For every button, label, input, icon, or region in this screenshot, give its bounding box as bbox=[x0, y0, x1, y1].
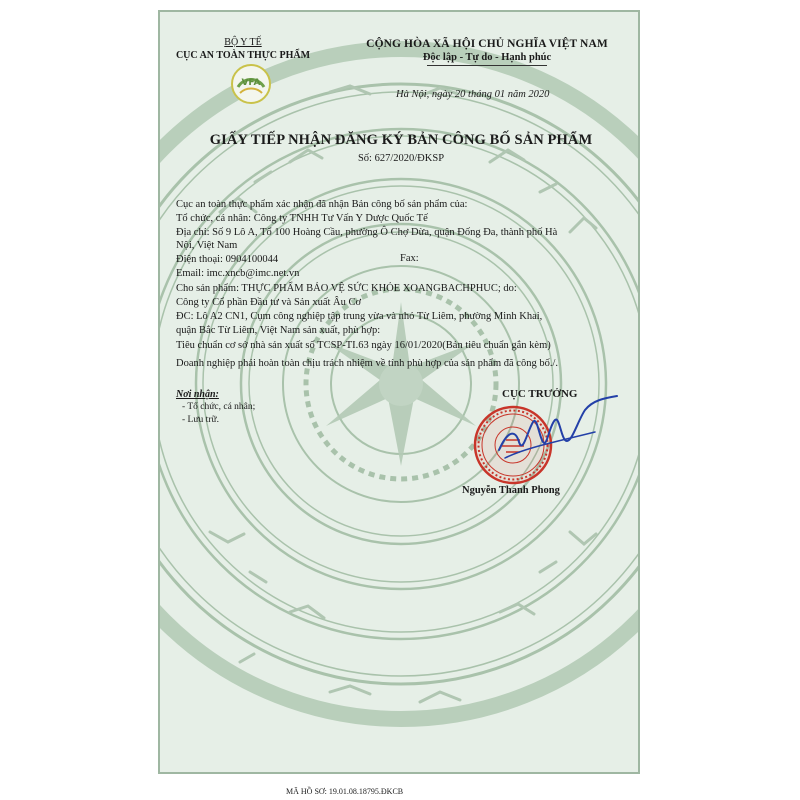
recipient-item: - Tổ chức, cá nhân; bbox=[182, 402, 256, 412]
recipients-title: Nơi nhận: bbox=[176, 389, 219, 400]
body-line: Địa chỉ: Số 9 Lô A, Tổ 100 Hoàng Cầu, phường Ô Chợ Dừa, quận Đống Đa, thành phố Hà bbox=[176, 227, 558, 238]
issue-date: Hà Nội, ngày 20 tháng 01 năm 2020 bbox=[396, 89, 550, 100]
nation-name: CỘNG HÒA XÃ HỘI CHỦ NGHĨA VIỆT NAM bbox=[366, 38, 608, 50]
body-line: Cục an toàn thực phẩm xác nhận đã nhận Bản công bố sản phẩm của: bbox=[176, 199, 468, 210]
document-number: Số: 627/2020/ĐKSP bbox=[357, 153, 445, 164]
ministry-name: BỘ Y TẾ bbox=[224, 37, 262, 48]
body-line: ĐC: Lô A2 CN1, Cụm công nghiệp tập trung vừa và nhỏ Từ Liêm, phường Minh Khai, bbox=[176, 311, 543, 322]
body-line: Email: imc.xncb@imc.net.vn bbox=[176, 268, 300, 279]
agency-name: CỤC AN TOÀN THỰC PHẨM bbox=[175, 50, 311, 61]
body-line: Điện thoại: 0904100044 bbox=[176, 254, 279, 265]
certificate-page bbox=[158, 10, 640, 774]
document-title: GIẤY TIẾP NHẬN ĐĂNG KÝ BẢN CÔNG BỐ SẢN PHẨM bbox=[209, 132, 593, 148]
body-line: Công ty Cổ phần Đầu tư và Sản xuất Âu Cơ bbox=[176, 297, 362, 308]
body-line: Tổ chức, cá nhân: Công ty TNHH Tư Vấn Y Dược Quốc Tế bbox=[176, 213, 428, 224]
signer-title: CỤC TRƯỞNG bbox=[502, 388, 578, 400]
body-line: Nội, Việt Nam bbox=[176, 240, 238, 251]
dossier-code: MÃ HỒ SƠ: 19.01.08.18795.ĐKCB bbox=[286, 787, 404, 796]
national-motto: Độc lập - Tự do - Hạnh phúc bbox=[422, 52, 552, 63]
body-line: Cho sản phẩm: THỰC PHẨM BẢO VỆ SỨC KHỎE XOANGBACHPHUC; do: bbox=[176, 283, 517, 294]
body-line: quận Bắc Từ Liêm, Việt Nam sản xuất, phù hợp: bbox=[176, 325, 381, 336]
signer-name: Nguyễn Thanh Phong bbox=[462, 485, 560, 496]
body-line: Doanh nghiệp phải hoàn toàn chịu trách nhiệm về tính phù hợp của sản phẩm đã công bố./. bbox=[176, 358, 558, 369]
fax-label: Fax: bbox=[400, 253, 419, 264]
handwritten-signature bbox=[485, 392, 625, 474]
certificate-content bbox=[160, 12, 640, 774]
recipient-item: - Lưu trữ. bbox=[182, 415, 219, 425]
motto-underline bbox=[427, 65, 547, 66]
issuing-authority bbox=[168, 36, 318, 62]
svg-text:VFA: VFA bbox=[241, 78, 261, 88]
vfa-logo bbox=[230, 63, 272, 105]
body-line: Tiêu chuẩn cơ sở nhà sản xuất số TCSP-TI.63 ngày 16/01/2020(Bản tiêu chuẩn gắn kèm) bbox=[176, 340, 551, 351]
national-header bbox=[342, 37, 632, 66]
